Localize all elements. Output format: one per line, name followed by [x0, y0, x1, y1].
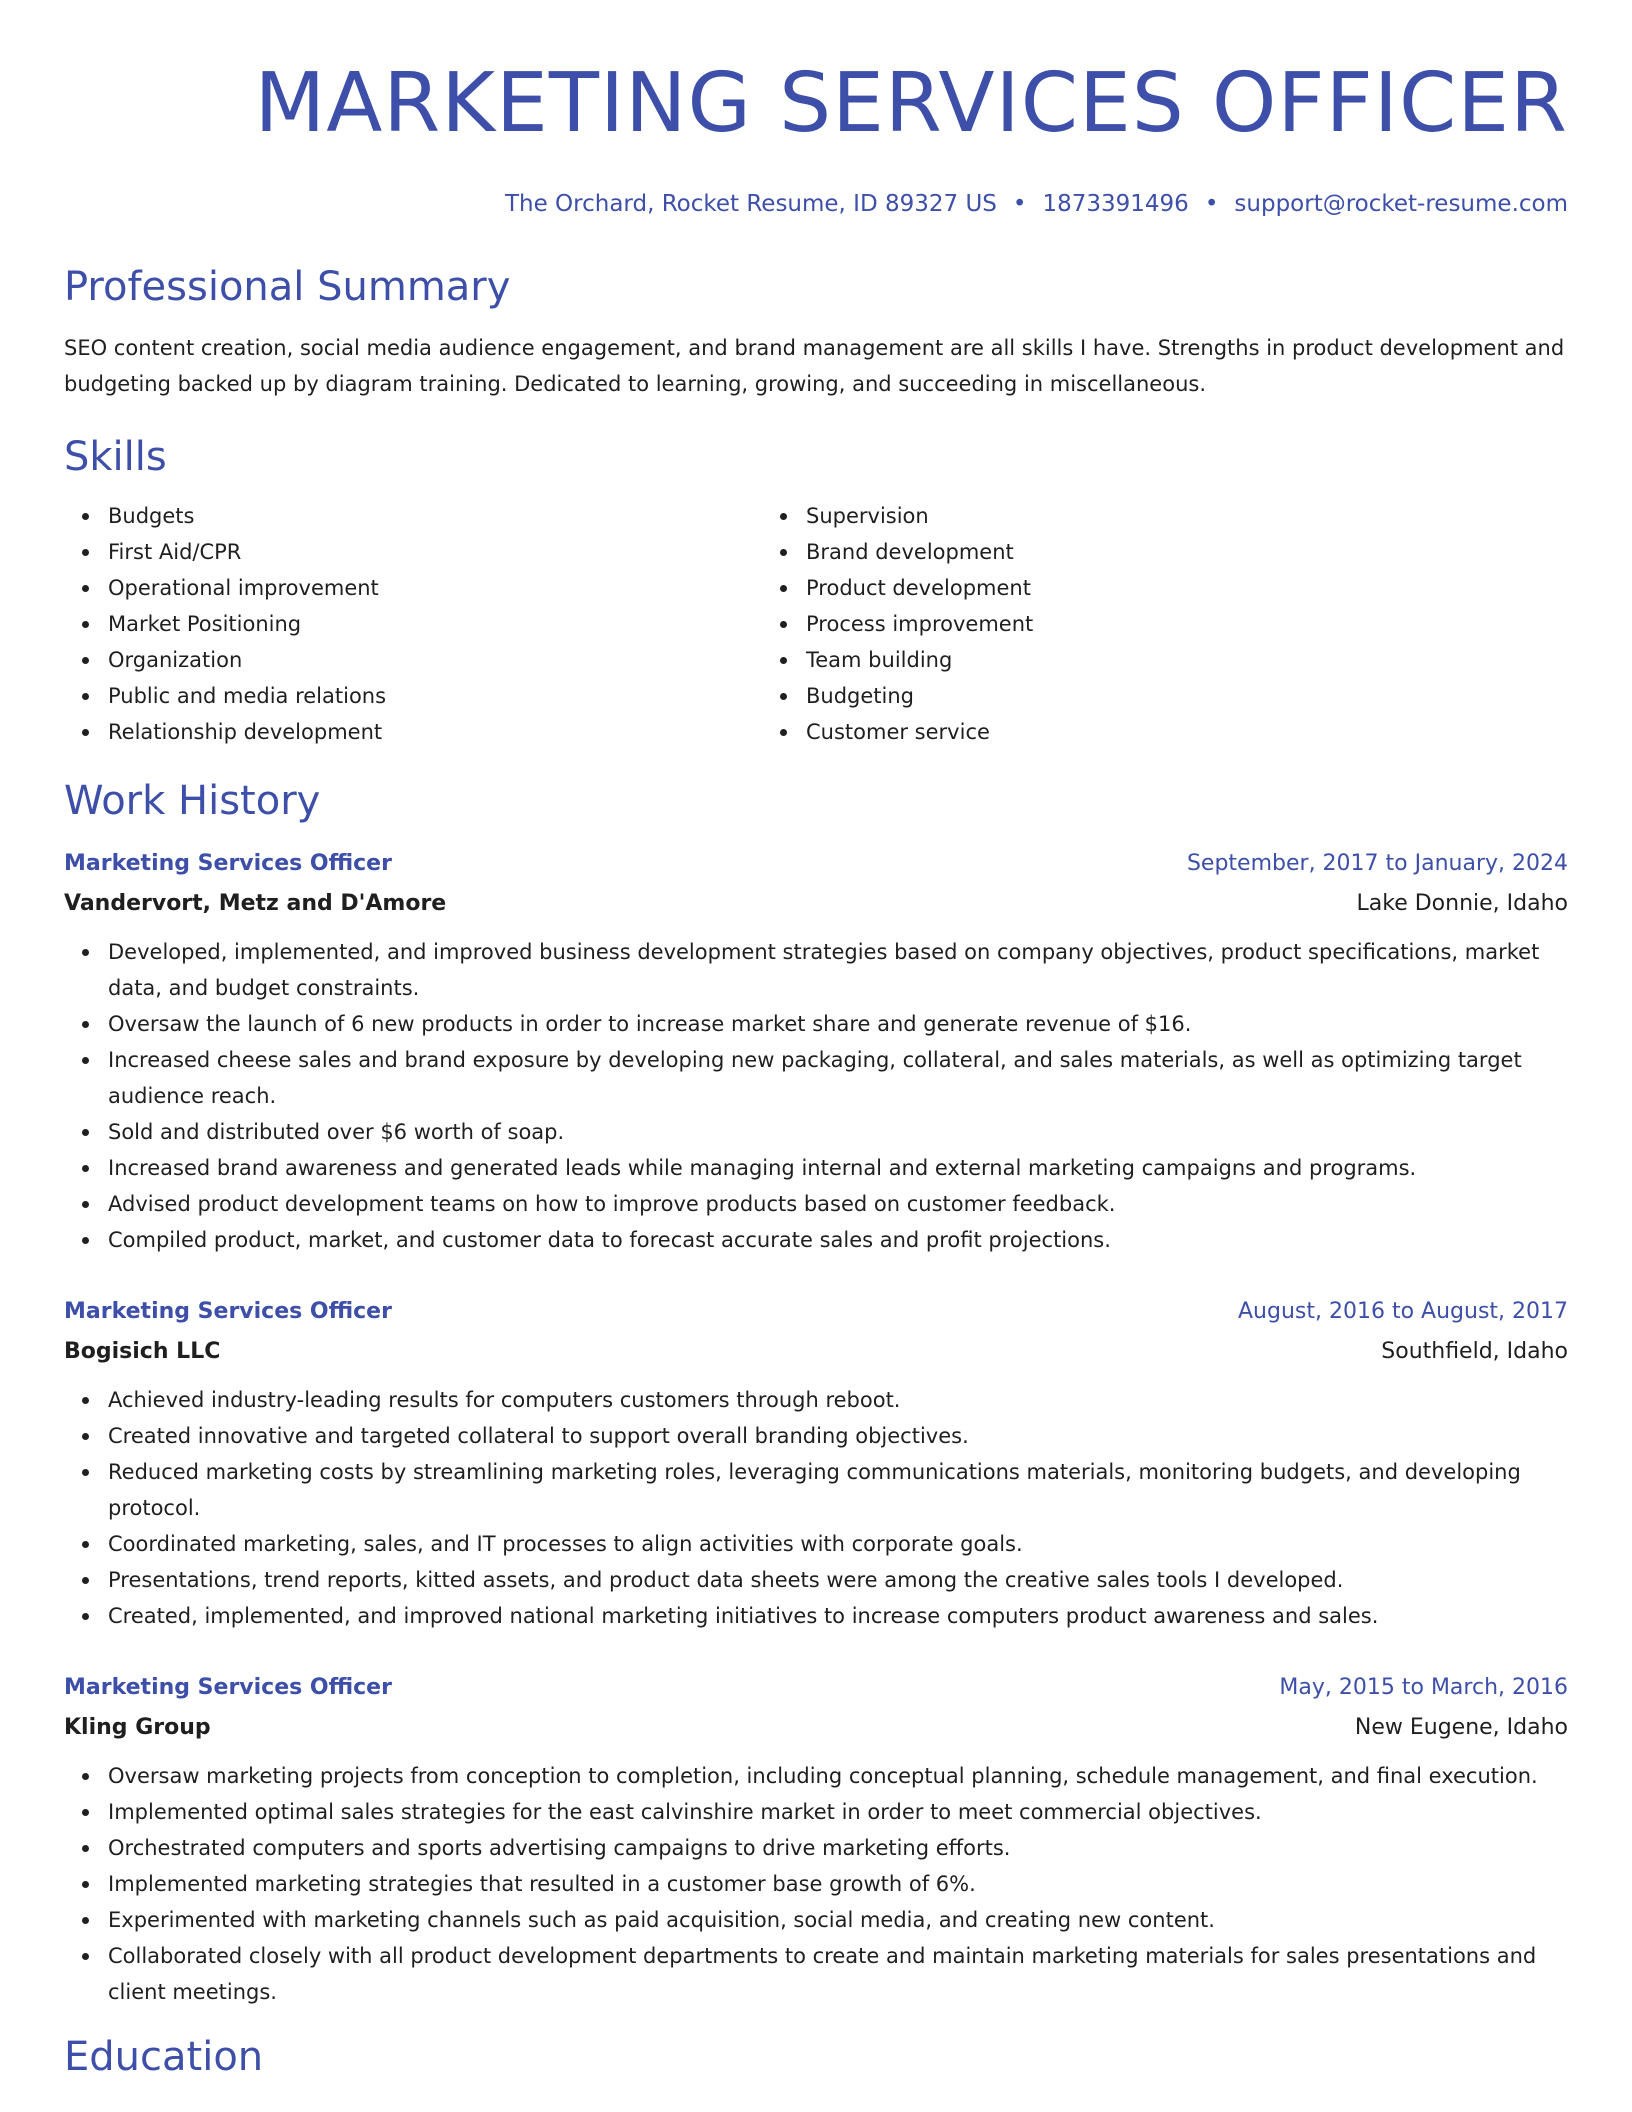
- skills-heading: Skills: [64, 434, 167, 480]
- contact-address: The Orchard, Rocket Resume, ID 89327 US: [504, 191, 997, 217]
- job-role: Marketing Services Officer: [64, 1675, 392, 1700]
- resume-title: MARKETING SERVICES OFFICER: [254, 56, 1568, 151]
- job-subheader: [64, 1332, 1568, 1372]
- skill-item: Team building: [806, 642, 1568, 678]
- job-bullet: Advised product development teams on how to improve products based on customer feedback.: [108, 1186, 1568, 1222]
- skill-item: Relationship development: [108, 714, 762, 750]
- job-bullet: Achieved industry-leading results for computers customers through reboot.: [108, 1382, 1568, 1418]
- job-location: Lake Donnie, Idaho: [1356, 891, 1568, 916]
- skill-item: Organization: [108, 642, 762, 678]
- job-bullet: Increased brand awareness and generated leads while managing internal and external marketing campaigns and programs.: [108, 1150, 1568, 1186]
- skill-item: Product development: [806, 570, 1568, 606]
- skill-item: Customer service: [806, 714, 1568, 750]
- contact-email: support@rocket-resume.com: [1234, 191, 1568, 217]
- job-company: Kling Group: [64, 1715, 211, 1740]
- summary-text: SEO content creation, social media audience engagement, and brand management are all skills I have. Strengths in product development and budgeting backed up by diagram training. Dedicated to learning, growing, and succeeding in miscellaneous.: [64, 336, 1565, 396]
- skill-item: Brand development: [806, 534, 1568, 570]
- skill-item: Operational improvement: [108, 570, 762, 606]
- skill-item: Supervision: [806, 498, 1568, 534]
- job-location: New Eugene, Idaho: [1354, 1715, 1568, 1740]
- job-dates: August, 2016 to August, 2017: [1238, 1299, 1568, 1324]
- job-bullet: Increased cheese sales and brand exposure by developing new packaging, collateral, and sales materials, as well as optimizing target audience reach.: [108, 1042, 1568, 1114]
- job-bullet: Created innovative and targeted collateral to support overall branding objectives.: [108, 1418, 1568, 1454]
- job-bullets: [64, 934, 1568, 1258]
- job-bullets: [64, 1382, 1568, 1634]
- job-bullet: Implemented marketing strategies that resulted in a customer base growth of 6%.: [108, 1866, 1568, 1902]
- contact-phone: 1873391496: [1042, 191, 1189, 217]
- job-header: [64, 1292, 1568, 1332]
- skills-list: [64, 498, 1568, 750]
- job-subheader: [64, 884, 1568, 924]
- work-history-heading: Work History: [64, 778, 321, 824]
- job-entry: [64, 1292, 1568, 1634]
- resume-page: [64, 0, 1568, 2082]
- job-subheader: [64, 1708, 1568, 1748]
- skill-item: Budgeting: [806, 678, 1568, 714]
- job-bullet: Experimented with marketing channels such as paid acquisition, social media, and creating new content.: [108, 1902, 1568, 1938]
- job-role: Marketing Services Officer: [64, 1299, 392, 1324]
- job-role: Marketing Services Officer: [64, 851, 392, 876]
- job-location: Southfield, Idaho: [1381, 1339, 1568, 1364]
- job-bullet: Oversaw the launch of 6 new products in order to increase market share and generate revenue of $16.: [108, 1006, 1568, 1042]
- job-entry: [64, 1668, 1568, 2010]
- job-bullet: Coordinated marketing, sales, and IT processes to align activities with corporate goals.: [108, 1526, 1568, 1562]
- job-bullet: Oversaw marketing projects from conception to completion, including conceptual planning, schedule management, and final execution.: [108, 1758, 1568, 1794]
- skill-item: Process improvement: [806, 606, 1568, 642]
- skill-item: Budgets: [108, 498, 762, 534]
- skill-item: First Aid/CPR: [108, 534, 762, 570]
- job-bullet: Reduced marketing costs by streamlining marketing roles, leveraging communications materials, monitoring budgets, and developing protocol.: [108, 1454, 1568, 1526]
- job-bullet: Orchestrated computers and sports advertising campaigns to drive marketing efforts.: [108, 1830, 1568, 1866]
- contact-line: [64, 188, 1568, 220]
- job-dates: September, 2017 to January, 2024: [1186, 851, 1568, 876]
- skills-column-left: [64, 498, 762, 750]
- job-dates: May, 2015 to March, 2016: [1279, 1675, 1568, 1700]
- job-bullet: Developed, implemented, and improved business development strategies based on company objectives, product specifications, market data, and budget constraints.: [108, 934, 1568, 1006]
- job-header: [64, 1668, 1568, 1708]
- skill-item: Public and media relations: [108, 678, 762, 714]
- skill-item: Market Positioning: [108, 606, 762, 642]
- skills-column-right: [762, 498, 1568, 750]
- job-company: Bogisich LLC: [64, 1339, 221, 1364]
- contact-separator: •: [1204, 191, 1219, 217]
- contact-separator: •: [1012, 191, 1027, 217]
- job-entry: [64, 844, 1568, 1258]
- job-bullet: Implemented optimal sales strategies for the east calvinshire market in order to meet commercial objectives.: [108, 1794, 1568, 1830]
- job-bullet: Created, implemented, and improved national marketing initiatives to increase computers product awareness and sales.: [108, 1598, 1568, 1634]
- summary-heading: Professional Summary: [64, 264, 511, 310]
- job-bullets: [64, 1758, 1568, 2010]
- job-company: Vandervort, Metz and D'Amore: [64, 891, 447, 916]
- job-header: [64, 844, 1568, 884]
- job-bullet: Collaborated closely with all product development departments to create and maintain marketing materials for sales presentations and client meetings.: [108, 1938, 1568, 2010]
- job-bullet: Compiled product, market, and customer data to forecast accurate sales and profit projections.: [108, 1222, 1568, 1258]
- job-bullet: Presentations, trend reports, kitted assets, and product data sheets were among the creative sales tools I developed.: [108, 1562, 1568, 1598]
- education-heading: Education: [64, 2034, 264, 2080]
- job-bullet: Sold and distributed over $6 worth of soap.: [108, 1114, 1568, 1150]
